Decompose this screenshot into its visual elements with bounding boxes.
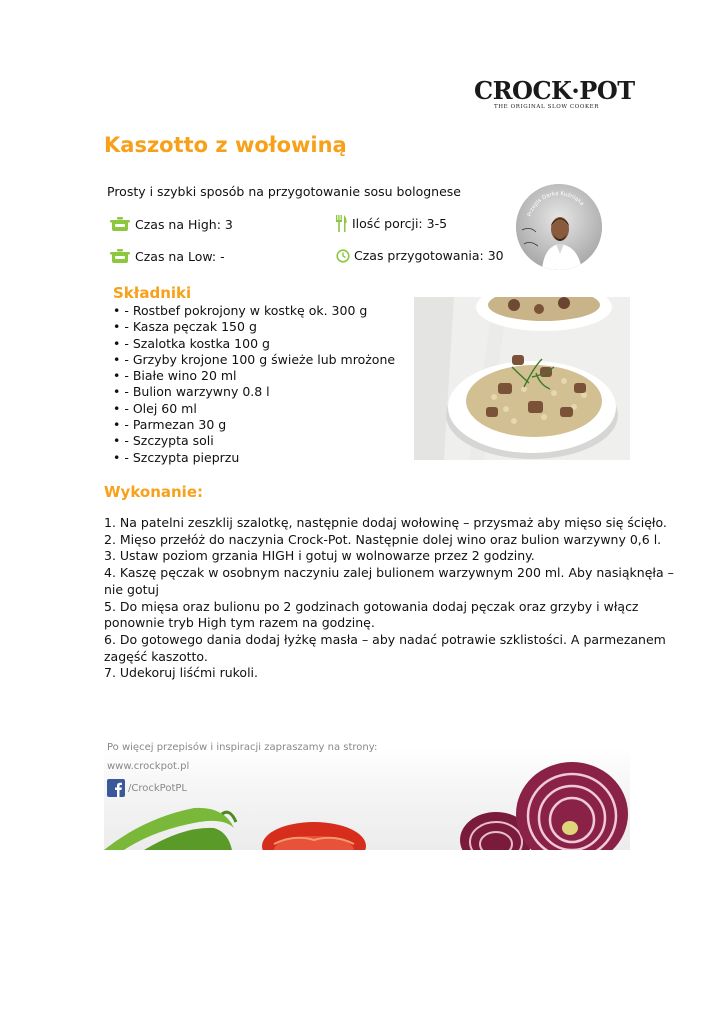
facebook-handle: /CrockPotPL xyxy=(128,782,187,794)
step-line: 2. Mięso przełóż do naczynia Crock-Pot. Następnie dolej wino oraz bulion warzywny 0,6 l. xyxy=(104,531,662,547)
step-line: 5. Do mięsa oraz bulionu po 2 godzinach gotowania dodaj pęczak oraz grzyby i włącz xyxy=(104,598,639,614)
cutlery-icon xyxy=(334,215,348,232)
dish-photo xyxy=(414,297,630,460)
chef-photo xyxy=(516,184,602,270)
website-link[interactable]: www.crockpot.pl xyxy=(107,761,190,772)
logo-text: CROCK·POT xyxy=(474,76,635,105)
list-item: • - Parmezan 30 g xyxy=(113,417,227,433)
steps-list xyxy=(104,515,674,682)
facebook-icon xyxy=(107,779,125,797)
step-line: nie gotuj xyxy=(104,581,159,597)
list-item: • - Rostbef pokrojony w kostkę ok. 300 g xyxy=(113,303,368,318)
recipe-title: Kaszotto z wołowiną xyxy=(104,133,347,157)
meta-prep xyxy=(336,248,504,263)
ingredients-list xyxy=(113,303,395,466)
list-item: • - Białe wino 20 ml xyxy=(113,368,237,384)
meta-portions xyxy=(334,215,447,232)
meta-high xyxy=(109,216,233,232)
list-item: • - Grzyby krojone 100 g świeże lub mrożone xyxy=(113,351,396,367)
step-line: 1. Na patelni zeszklij szalotkę, następnie dodaj wołowinę – przysmaż aby mięso się ścięło. xyxy=(104,515,667,530)
step-line: 6. Do gotowego dania dodaj łyżkę masła – aby nadać potrawie szklistości. A parmezanem xyxy=(104,631,666,647)
meta-prep-text: Czas przygotowania: 30 xyxy=(354,248,504,263)
meta-portions-text: Ilość porcji: 3-5 xyxy=(352,216,448,231)
list-item: • - Olej 60 ml xyxy=(113,400,197,416)
step-line: 7. Udekoruj liśćmi rukoli. xyxy=(104,665,258,681)
meta-low xyxy=(109,248,225,264)
list-item: • - Szczypta pieprzu xyxy=(113,449,240,465)
ingredients-heading: Składniki xyxy=(113,284,192,302)
crockpot-logo xyxy=(474,76,635,120)
step-line: 3. Ustaw poziom grzania HIGH i gotuj w wolnowarze przez 2 godziny. xyxy=(104,548,535,564)
step-line: 4. Kaszę pęczak w osobnym naczyniu zalej bulionem warzywnym 200 ml. Aby nasiąknęła – xyxy=(104,565,674,581)
recipe-subtitle: Prosty i szybki sposób na przygotowanie sosu bolognese xyxy=(107,184,461,199)
logo-tagline: THE ORIGINAL SLOW COOKER xyxy=(494,104,600,110)
clock-icon xyxy=(336,249,350,263)
list-item: • - Kasza pęczak 150 g xyxy=(113,319,257,335)
footer-invite: Po więcej przepisów i inspiracji zapraszamy na strony: xyxy=(107,742,378,753)
facebook-link[interactable] xyxy=(107,779,187,797)
steps-heading: Wykonanie: xyxy=(104,483,203,501)
slow-cooker-icon xyxy=(109,248,131,264)
list-item: • - Szalotka kostka 100 g xyxy=(113,335,270,351)
step-line: ponownie tryb High tym razem na godzinę. xyxy=(104,615,375,631)
slow-cooker-icon xyxy=(109,216,131,232)
meta-low-text: Czas na Low: - xyxy=(135,248,225,264)
list-item: • - Bulion warzywny 0.8 l xyxy=(113,384,270,400)
meta-high-text: Czas na High: 3 xyxy=(135,216,233,232)
step-line: zagęść kaszotto. xyxy=(104,648,208,664)
chef-badge-text: Przepis Darka Kuźniaka xyxy=(527,190,585,218)
list-item: • - Szczypta soli xyxy=(113,433,214,449)
